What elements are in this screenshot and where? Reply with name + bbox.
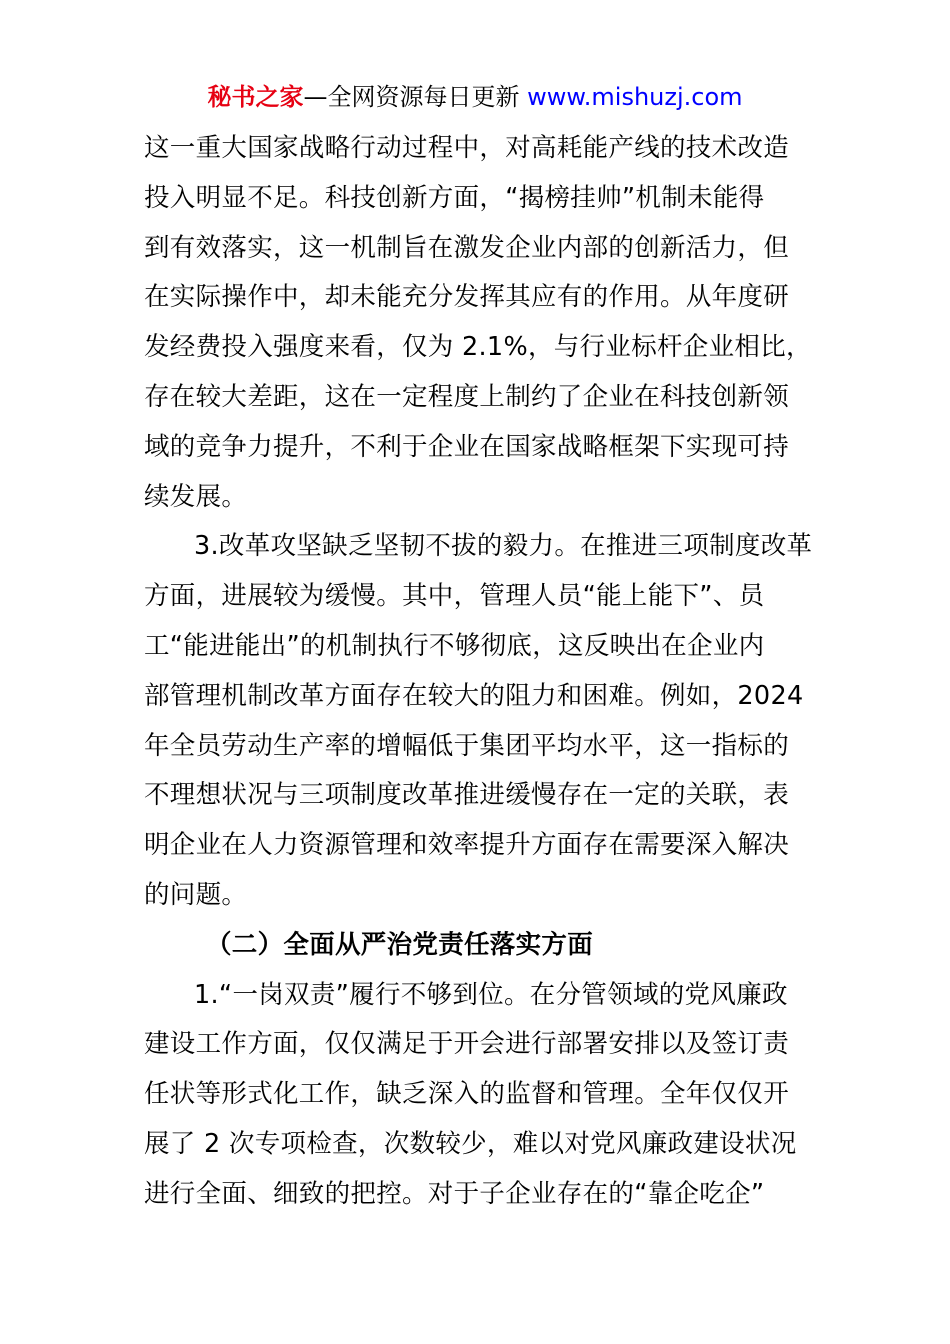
- text-line: 投入明显不足。科技创新方面，“揭榜挂帅”机制未能得: [144, 182, 765, 213]
- text-line: 建设工作方面，仅仅满足于开会进行部署安排以及签订责: [144, 1029, 790, 1060]
- paragraph-start-line: 1.“一岗双责”履行不够到位。在分管领域的党风廉政: [194, 979, 788, 1010]
- header-site-link[interactable]: www.mishuzj.com: [527, 83, 743, 111]
- text-line: 方面，进展较为缓慢。其中，管理人员“能上能下”、员: [144, 581, 765, 612]
- text-line: 任状等形式化工作，缺乏深入的监督和管理。全年仅仅开: [144, 1079, 790, 1110]
- paragraph-start-line: 3.改革攻坚缺乏坚韧不拔的毅力。在推进三项制度改革: [194, 531, 813, 562]
- text-line: 续发展。: [144, 481, 248, 512]
- text-line: 域的竞争力提升，不利于企业在国家战略框架下实现可持: [144, 431, 790, 462]
- text-line: 工“能进能出”的机制执行不够彻底，这反映出在企业内: [144, 630, 765, 661]
- text-line: 不理想状况与三项制度改革推进缓慢存在一定的关联，表: [144, 780, 790, 811]
- text-line: 存在较大差距，这在一定程度上制约了企业在科技创新领: [144, 381, 790, 412]
- text-line: 进行全面、细致的把控。对于子企业存在的“靠企吃企”: [144, 1178, 765, 1209]
- text-line: 到有效落实，这一机制旨在激发企业内部的创新活力，但: [144, 232, 790, 263]
- section-heading: （二）全面从严治党责任落实方面: [206, 929, 594, 960]
- document-body: [144, 124, 812, 1220]
- text-line: 明企业在人力资源管理和效率提升方面存在需要深入解决: [144, 830, 790, 861]
- text-line: 在实际操作中，却未能充分发挥其应有的作用。从年度研: [144, 282, 790, 313]
- text-line: 的问题。: [144, 879, 248, 910]
- header-tagline: —全网资源每日更新: [303, 83, 528, 111]
- text-line: 这一重大国家战略行动过程中，对高耗能产线的技术改造: [144, 133, 790, 163]
- text-line: 展了 2 次专项检查，次数较少，难以对党风廉政建设状况: [144, 1128, 797, 1159]
- header-brand: 秘书之家: [207, 83, 304, 111]
- text-line: 发经费投入强度来看，仅为 2.1%，与行业标杆企业相比，: [144, 332, 812, 363]
- text-line: 年全员劳动生产率的增幅低于集团平均水平，这一指标的: [144, 730, 790, 761]
- page-header: [0, 80, 950, 114]
- text-line: 部管理机制改革方面存在较大的阻力和困难。例如，2024: [144, 680, 804, 711]
